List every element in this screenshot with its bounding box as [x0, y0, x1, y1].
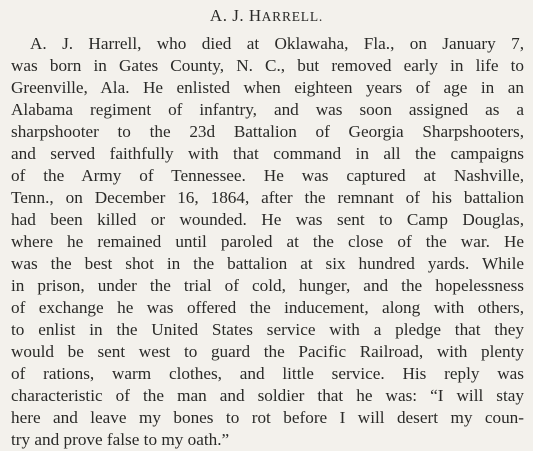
body-line: to enlist in the United States service with a pledge that they [11, 320, 524, 339]
body-line: was born in Gates County, N. C., but removed early in life to [11, 56, 524, 75]
body-line: of the Army of Tennessee. He was captured at Nashville, [11, 166, 524, 185]
body-line: of rations, warm clothes, and little service. His reply was [11, 364, 524, 383]
body-line: had been killed or wounded. He was sent to Camp Douglas, [11, 210, 524, 229]
body-line: sharpshooter to the 23d Battalion of Georgia Sharpshooters, [11, 122, 524, 141]
title-initials: A. J. H [209, 6, 262, 25]
body-line: characteristic of the man and soldier that he was: “I will stay [11, 386, 524, 405]
body-line: Tenn., on December 16, 1864, after the remnant of his battalion [11, 188, 524, 207]
body-line: here and leave my bones to rot before I will desert my coun- [11, 408, 524, 427]
body-line: of exchange he was offered the inducement, along with others, [11, 298, 524, 317]
body-line: Greenville, Ala. He enlisted when eighteen years of age in an [11, 78, 524, 97]
body-line: A. J. Harrell, who died at Oklawaha, Fla., on January 7, [30, 34, 524, 53]
body-line: where he remained until paroled at the close of the war. He [11, 232, 524, 251]
article-title [0, 5, 533, 28]
title-rest: ARRELL. [261, 9, 324, 24]
body-line: was the best shot in the battalion at six hundred yards. While [11, 254, 524, 273]
body-line: and served faithfully with that command in all the campaigns [11, 144, 524, 163]
body-line: try and prove false to my oath.” [11, 430, 230, 449]
body-line: in prison, under the trial of cold, hunger, and the hopelessness [11, 276, 524, 295]
body-line: Alabama regiment of infantry, and was soon assigned as a [11, 100, 524, 119]
body-line: would be sent west to guard the Pacific Railroad, with plenty [11, 342, 524, 361]
